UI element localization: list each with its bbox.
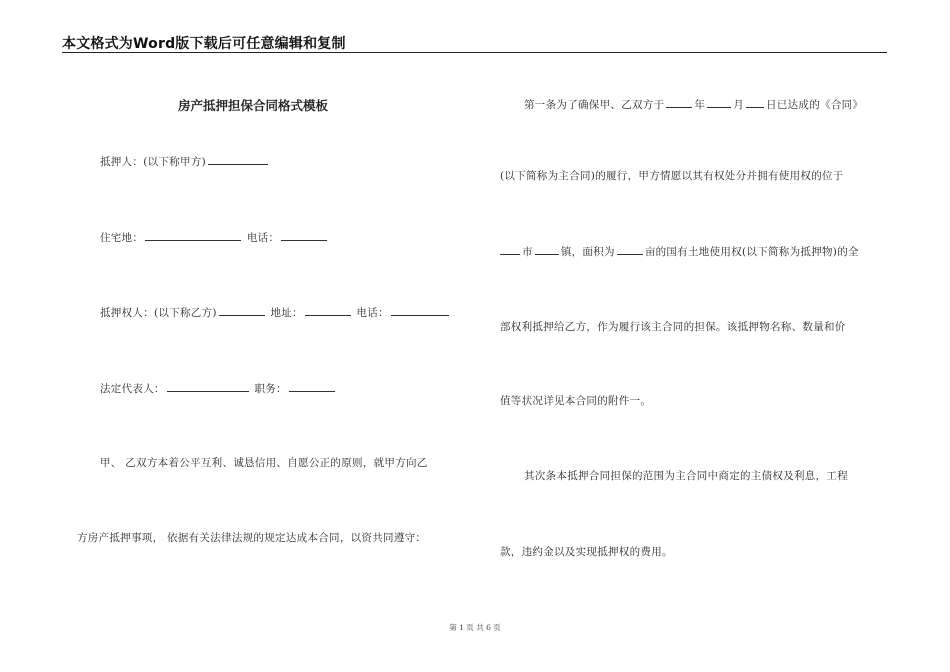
residence-blank[interactable] (145, 229, 241, 241)
mortgagee-address-blank[interactable] (305, 304, 351, 316)
intro-line-2: 方房产抵押事项， 依据有关法律法规的规定达成本合同，以资共同遵守： (77, 532, 427, 544)
intro-line-1: 甲、 乙双方本着公平互利、诚恳信用、自愿公正的原则，就甲方向乙 (100, 457, 428, 469)
residence-phone-label: 电话： (246, 232, 280, 244)
residence-label: 住宅地： (100, 232, 144, 244)
article2-line-2: 款，违约金以及实现抵押权的费用。 (500, 546, 673, 558)
article1-area-blank[interactable] (617, 243, 643, 255)
article1-line-5: 值等状况详见本合同的附件一。 (500, 395, 652, 407)
header-rule (62, 52, 887, 53)
legal-rep-position-blank[interactable] (289, 380, 335, 392)
article1-town-blank[interactable] (535, 243, 559, 255)
document-title: 房产抵押担保合同格式模板 (178, 98, 329, 113)
article1-month-label: 月 (733, 99, 745, 111)
legal-rep-position-label: 职务： (254, 383, 287, 395)
mortgagee-blank[interactable] (219, 304, 265, 316)
mortgagee-phone-label: 电话： (356, 307, 389, 319)
article1-city-blank[interactable] (500, 243, 520, 255)
article1-line-4: 部权利抵押给乙方，作为履行该主合同的担保。该抵押物名称、数量和价 (500, 321, 846, 333)
mortgagee-line (100, 304, 451, 320)
article1-line-1 (524, 96, 863, 112)
legal-rep-label: 法定代表人： (100, 383, 165, 395)
page-number: 第 1 页 共 6 页 (449, 623, 501, 632)
mortgagor-blank[interactable] (208, 153, 268, 165)
article1-text-a: 第一条为了确保甲、乙双方于 (524, 99, 665, 111)
article1-month-blank[interactable] (707, 96, 731, 108)
article1-year-label: 年 (694, 99, 706, 111)
article1-day-blank[interactable] (746, 96, 764, 108)
legal-rep-line (100, 380, 337, 396)
article1-area-unit: 亩的国有土地使用权(以下简称为抵押物)的全 (644, 246, 859, 258)
article1-year-blank[interactable] (666, 96, 692, 108)
mortgagee-address-label: 地址： (270, 307, 303, 319)
document-header: 本文格式为Word版下载后可任意编辑和复制 (62, 36, 346, 52)
residence-phone-blank[interactable] (281, 229, 327, 241)
mortgagee-label: 抵押权人：(以下称乙方) (100, 307, 217, 319)
article1-line-2: (以下简称为主合同)的履行，甲方情愿以其有权处分并拥有使用权的位于 (500, 170, 844, 182)
mortgagor-line (100, 153, 270, 169)
article1-line-3 (500, 243, 859, 259)
article1-text-b: 日已达成的《合同》 (766, 99, 864, 111)
mortgagee-phone-blank[interactable] (391, 304, 449, 316)
legal-rep-blank[interactable] (167, 380, 249, 392)
residence-line (100, 229, 329, 245)
article1-area-label: 镇，面积为 (560, 246, 615, 258)
article1-city-label: 市 (522, 246, 533, 258)
article2-line-1: 其次条本抵押合同担保的范围为主合同中商定的主债权及利息，工程 (524, 470, 848, 482)
mortgagor-label: 抵押人：(以下称甲方) (100, 156, 206, 168)
